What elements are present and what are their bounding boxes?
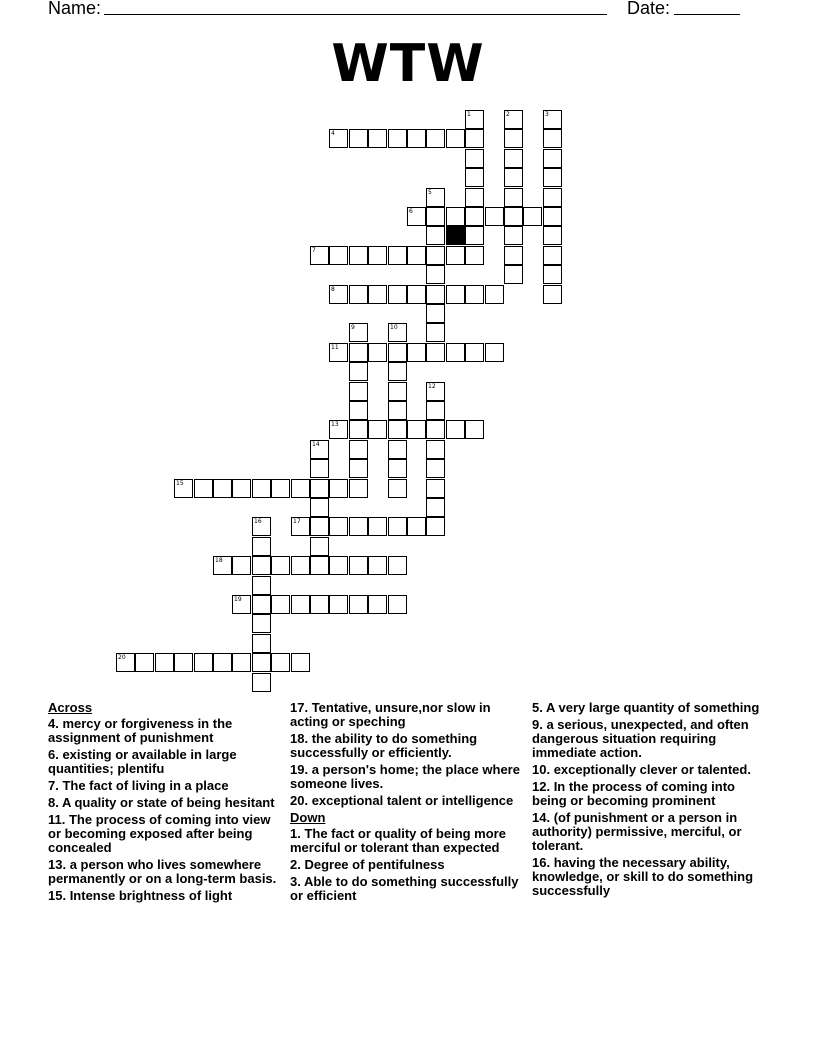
grid-cell[interactable]	[174, 653, 193, 672]
grid-cell[interactable]	[426, 129, 445, 148]
grid-cell[interactable]	[465, 246, 484, 265]
clue-down-14	[532, 811, 768, 853]
grid-cell[interactable]	[213, 653, 232, 672]
clue-text: A quality or state of being hesitant	[58, 795, 275, 810]
grid-cell[interactable]	[543, 226, 562, 245]
cell-number: 12	[428, 383, 436, 390]
clue-number: 14.	[532, 810, 551, 825]
grid-cell[interactable]	[388, 362, 407, 381]
grid-cell[interactable]	[465, 168, 484, 187]
grid-cell[interactable]	[388, 382, 407, 401]
clue-number: 1.	[290, 826, 301, 841]
grid-cell[interactable]	[426, 440, 445, 459]
grid-cell[interactable]	[349, 382, 368, 401]
grid-cell[interactable]	[310, 246, 329, 265]
grid-cell[interactable]	[446, 246, 465, 265]
grid-cell[interactable]	[368, 595, 387, 614]
clue-text: existing or available in large quantities; plentifu	[48, 747, 237, 776]
grid-cell[interactable]	[543, 149, 562, 168]
clue-text: a serious, unexpected, and often dangerous situation requiring immediate action.	[532, 717, 749, 760]
grid-cell[interactable]	[407, 285, 426, 304]
grid-cell[interactable]	[329, 246, 348, 265]
grid-cell[interactable]	[232, 479, 251, 498]
grid-cell[interactable]	[485, 343, 504, 362]
cell-number: 11	[331, 344, 339, 351]
grid-cell[interactable]	[407, 246, 426, 265]
grid-cell[interactable]	[174, 479, 193, 498]
grid-cell[interactable]	[291, 517, 310, 536]
clue-number: 8.	[48, 795, 59, 810]
grid-cell[interactable]	[504, 129, 523, 148]
clue-across-13	[48, 858, 284, 886]
clue-text: mercy or forgiveness in the assignment of punishment	[48, 716, 233, 745]
grid-cell[interactable]	[426, 323, 445, 342]
grid-cell[interactable]	[388, 517, 407, 536]
clue-text: a person's home; the place where someone lives.	[290, 762, 520, 791]
grid-cell[interactable]	[349, 479, 368, 498]
grid-cell[interactable]	[543, 207, 562, 226]
grid-cell-black	[446, 226, 465, 245]
grid-cell[interactable]	[543, 265, 562, 284]
grid-cell[interactable]	[504, 226, 523, 245]
grid-cell[interactable]	[135, 653, 154, 672]
grid-cell[interactable]	[388, 556, 407, 575]
grid-cell[interactable]	[465, 188, 484, 207]
grid-cell[interactable]	[426, 498, 445, 517]
grid-cell[interactable]	[291, 595, 310, 614]
cell-number: 3	[545, 111, 549, 118]
grid-cell[interactable]	[426, 285, 445, 304]
grid-cell[interactable]	[349, 401, 368, 420]
across-heading: Across	[48, 700, 93, 715]
grid-cell[interactable]	[388, 401, 407, 420]
clue-number: 13.	[48, 857, 67, 872]
grid-cell[interactable]	[252, 479, 271, 498]
grid-cell[interactable]	[485, 285, 504, 304]
grid-cell[interactable]	[426, 265, 445, 284]
clue-across-20	[290, 794, 526, 808]
grid-cell[interactable]	[252, 673, 271, 692]
grid-cell[interactable]	[349, 285, 368, 304]
grid-cell[interactable]	[349, 343, 368, 362]
grid-cell[interactable]	[232, 653, 251, 672]
grid-cell[interactable]	[252, 634, 271, 653]
clue-across-15	[48, 889, 284, 903]
clue-number: 3.	[290, 874, 301, 889]
cell-number: 17	[293, 518, 301, 525]
clue-text: A very large quantity of something	[542, 700, 760, 715]
clue-text: Tentative, unsure,nor slow in acting or speching	[290, 700, 491, 729]
grid-cell[interactable]	[310, 459, 329, 478]
grid-cell[interactable]	[407, 207, 426, 226]
clue-down-16	[532, 856, 768, 898]
grid-cell[interactable]	[426, 304, 445, 323]
grid-cell[interactable]	[504, 207, 523, 226]
clue-across-8	[48, 796, 284, 810]
grid-cell[interactable]	[426, 226, 445, 245]
grid-cell[interactable]	[271, 595, 290, 614]
grid-cell[interactable]	[388, 246, 407, 265]
grid-cell[interactable]	[426, 382, 445, 401]
cell-number: 13	[331, 421, 339, 428]
grid-cell[interactable]	[388, 459, 407, 478]
grid-cell[interactable]	[388, 420, 407, 439]
grid-cell[interactable]	[252, 576, 271, 595]
grid-cell[interactable]	[465, 110, 484, 129]
grid-cell[interactable]	[388, 285, 407, 304]
grid-cell[interactable]	[252, 614, 271, 633]
grid-cell[interactable]	[368, 246, 387, 265]
grid-cell[interactable]	[368, 420, 387, 439]
grid-cell[interactable]	[349, 420, 368, 439]
grid-cell[interactable]	[310, 440, 329, 459]
grid-cell[interactable]	[310, 479, 329, 498]
clue-down-2	[290, 858, 526, 872]
grid-cell[interactable]	[426, 479, 445, 498]
grid-cell[interactable]	[446, 420, 465, 439]
clue-down-1	[290, 827, 526, 855]
grid-cell[interactable]	[329, 556, 348, 575]
grid-cell[interactable]	[155, 653, 174, 672]
grid-cell[interactable]	[349, 556, 368, 575]
grid-cell[interactable]	[407, 517, 426, 536]
grid-cell[interactable]	[271, 479, 290, 498]
cell-number: 7	[312, 247, 316, 254]
grid-cell[interactable]	[368, 285, 387, 304]
grid-cell[interactable]	[349, 246, 368, 265]
clue-across-18	[290, 732, 526, 760]
clue-across-19	[290, 763, 526, 791]
date-label: Date:	[627, 0, 671, 18]
grid-cell[interactable]	[388, 129, 407, 148]
grid-cell[interactable]	[485, 207, 504, 226]
clue-text: Degree of pentifulness	[300, 857, 445, 872]
clue-text: In the process of coming into being or becoming prominent	[532, 779, 735, 808]
grid-cell[interactable]	[252, 537, 271, 556]
clue-number: 18.	[290, 731, 309, 746]
grid-cell[interactable]	[310, 537, 329, 556]
grid-cell[interactable]	[388, 479, 407, 498]
grid-cell[interactable]	[329, 595, 348, 614]
clue-number: 10.	[532, 762, 551, 777]
grid-cell[interactable]	[291, 479, 310, 498]
grid-cell[interactable]	[504, 110, 523, 129]
clues-column-3	[532, 701, 768, 901]
clue-number: 11.	[48, 812, 66, 827]
grid-cell[interactable]	[252, 595, 271, 614]
grid-cell[interactable]	[349, 362, 368, 381]
grid-cell[interactable]	[232, 595, 251, 614]
grid-cell[interactable]	[349, 517, 368, 536]
clue-text: a person who lives somewhere permanently or on a long-term basis.	[48, 857, 277, 886]
grid-cell[interactable]	[407, 420, 426, 439]
grid-cell[interactable]	[291, 556, 310, 575]
clues-column-1	[48, 701, 284, 906]
clue-number: 9.	[532, 717, 543, 732]
grid-cell[interactable]	[232, 556, 251, 575]
grid-cell[interactable]	[465, 207, 484, 226]
clue-number: 19.	[290, 762, 309, 777]
grid-cell[interactable]	[349, 595, 368, 614]
cell-number: 18	[215, 557, 223, 564]
grid-cell[interactable]	[465, 226, 484, 245]
clue-down-9	[532, 718, 768, 760]
grid-cell[interactable]	[349, 440, 368, 459]
clue-down-10	[532, 763, 768, 777]
clue-number: 4.	[48, 716, 59, 731]
clue-number: 20.	[290, 793, 309, 808]
clue-number: 5.	[532, 700, 543, 715]
clue-number: 16.	[532, 855, 551, 870]
grid-cell[interactable]	[426, 188, 445, 207]
cell-number: 5	[428, 189, 432, 196]
clue-text: having the necessary ability, knowledge, or skill to do something successfully	[532, 855, 754, 898]
clue-down-3	[290, 875, 526, 903]
clue-text: (of punishment or a person in authority) permissive, merciful, or tolerant.	[532, 810, 742, 853]
grid-cell[interactable]	[329, 285, 348, 304]
clue-number: 17.	[290, 700, 309, 715]
grid-cell[interactable]	[426, 207, 445, 226]
clue-across-6	[48, 748, 284, 776]
cell-number: 8	[331, 286, 335, 293]
grid-cell[interactable]	[543, 285, 562, 304]
grid-cell[interactable]	[388, 343, 407, 362]
grid-cell[interactable]	[291, 653, 310, 672]
cell-number: 6	[409, 208, 413, 215]
grid-cell[interactable]	[543, 188, 562, 207]
clue-across-11	[48, 813, 284, 855]
grid-cell[interactable]	[426, 401, 445, 420]
clue-number: 12.	[532, 779, 551, 794]
clue-down-5	[532, 701, 768, 715]
grid-cell[interactable]	[329, 479, 348, 498]
grid-cell[interactable]	[426, 246, 445, 265]
grid-cell[interactable]	[271, 556, 290, 575]
clue-across-7	[48, 779, 284, 793]
grid-cell[interactable]	[213, 556, 232, 575]
grid-cell[interactable]	[213, 479, 232, 498]
grid-cell[interactable]	[426, 517, 445, 536]
grid-cell[interactable]	[446, 285, 465, 304]
grid-cell[interactable]	[310, 595, 329, 614]
grid-cell[interactable]	[252, 556, 271, 575]
grid-cell[interactable]	[116, 653, 135, 672]
page-title: WTW	[331, 34, 485, 94]
grid-cell[interactable]	[194, 653, 213, 672]
clue-text: The fact of living in a place	[58, 778, 229, 793]
grid-cell[interactable]	[504, 246, 523, 265]
grid-cell[interactable]	[465, 149, 484, 168]
grid-cell[interactable]	[329, 343, 348, 362]
grid-cell[interactable]	[504, 265, 523, 284]
grid-cell[interactable]	[329, 517, 348, 536]
cell-number: 1	[467, 111, 471, 118]
grid-cell[interactable]	[465, 285, 484, 304]
grid-cell[interactable]	[446, 207, 465, 226]
clue-across-17	[290, 701, 526, 729]
grid-cell[interactable]	[504, 149, 523, 168]
grid-cell[interactable]	[388, 323, 407, 342]
clue-down-12	[532, 780, 768, 808]
clue-text: exceptional talent or intelligence	[308, 793, 514, 808]
clues-column-2	[290, 701, 526, 906]
grid-cell[interactable]	[407, 129, 426, 148]
grid-cell[interactable]	[349, 323, 368, 342]
grid-cell[interactable]	[329, 129, 348, 148]
grid-cell[interactable]	[465, 420, 484, 439]
grid-cell[interactable]	[543, 129, 562, 148]
clue-text: Intense brightness of light	[66, 888, 233, 903]
grid-cell[interactable]	[310, 556, 329, 575]
grid-cell[interactable]	[543, 246, 562, 265]
grid-cell[interactable]	[504, 168, 523, 187]
grid-cell[interactable]	[426, 459, 445, 478]
grid-cell[interactable]	[465, 343, 484, 362]
clue-number: 2.	[290, 857, 301, 872]
grid-cell[interactable]	[504, 188, 523, 207]
grid-cell[interactable]	[310, 517, 329, 536]
cell-number: 10	[390, 324, 398, 331]
clue-text: the ability to do something successfully or efficiently.	[290, 731, 478, 760]
clue-across-4	[48, 717, 284, 745]
grid-cell[interactable]	[388, 440, 407, 459]
grid-cell[interactable]	[446, 129, 465, 148]
grid-cell[interactable]	[349, 459, 368, 478]
cell-number: 15	[176, 480, 184, 487]
grid-cell[interactable]	[271, 653, 290, 672]
down-heading: Down	[290, 810, 326, 825]
grid-cell[interactable]	[368, 343, 387, 362]
cell-number: 4	[331, 130, 335, 137]
grid-cell[interactable]	[252, 653, 271, 672]
cell-number: 16	[254, 518, 262, 525]
grid-cell[interactable]	[368, 517, 387, 536]
grid-cell[interactable]	[388, 595, 407, 614]
clue-number: 6.	[48, 747, 59, 762]
grid-cell[interactable]	[543, 168, 562, 187]
cell-number: 14	[312, 441, 320, 448]
grid-cell[interactable]	[329, 420, 348, 439]
clue-text: The fact or quality of being more merciful or tolerant than expected	[290, 826, 506, 855]
grid-cell[interactable]	[426, 343, 445, 362]
clue-number: 7.	[48, 778, 59, 793]
grid-cell[interactable]	[194, 479, 213, 498]
clue-text: exceptionally clever or talented.	[550, 762, 751, 777]
grid-cell[interactable]	[523, 207, 542, 226]
clue-text: The process of coming into view or becoming exposed after being concealed	[48, 812, 271, 855]
cell-number: 9	[351, 324, 355, 331]
grid-cell[interactable]	[310, 498, 329, 517]
grid-cell[interactable]	[349, 129, 368, 148]
clue-text: Able to do something successfully or efficient	[290, 874, 519, 903]
name-label: Name:	[48, 0, 102, 18]
grid-cell[interactable]	[446, 343, 465, 362]
grid-cell[interactable]	[543, 110, 562, 129]
cell-number: 19	[234, 596, 242, 603]
grid-cell[interactable]	[426, 420, 445, 439]
grid-cell[interactable]	[252, 517, 271, 536]
cell-number: 2	[506, 111, 510, 118]
grid-cell[interactable]	[465, 129, 484, 148]
cell-number: 20	[118, 654, 126, 661]
grid-cell[interactable]	[368, 556, 387, 575]
grid-cell[interactable]	[407, 343, 426, 362]
grid-cell[interactable]	[368, 129, 387, 148]
clue-number: 15.	[48, 888, 67, 903]
